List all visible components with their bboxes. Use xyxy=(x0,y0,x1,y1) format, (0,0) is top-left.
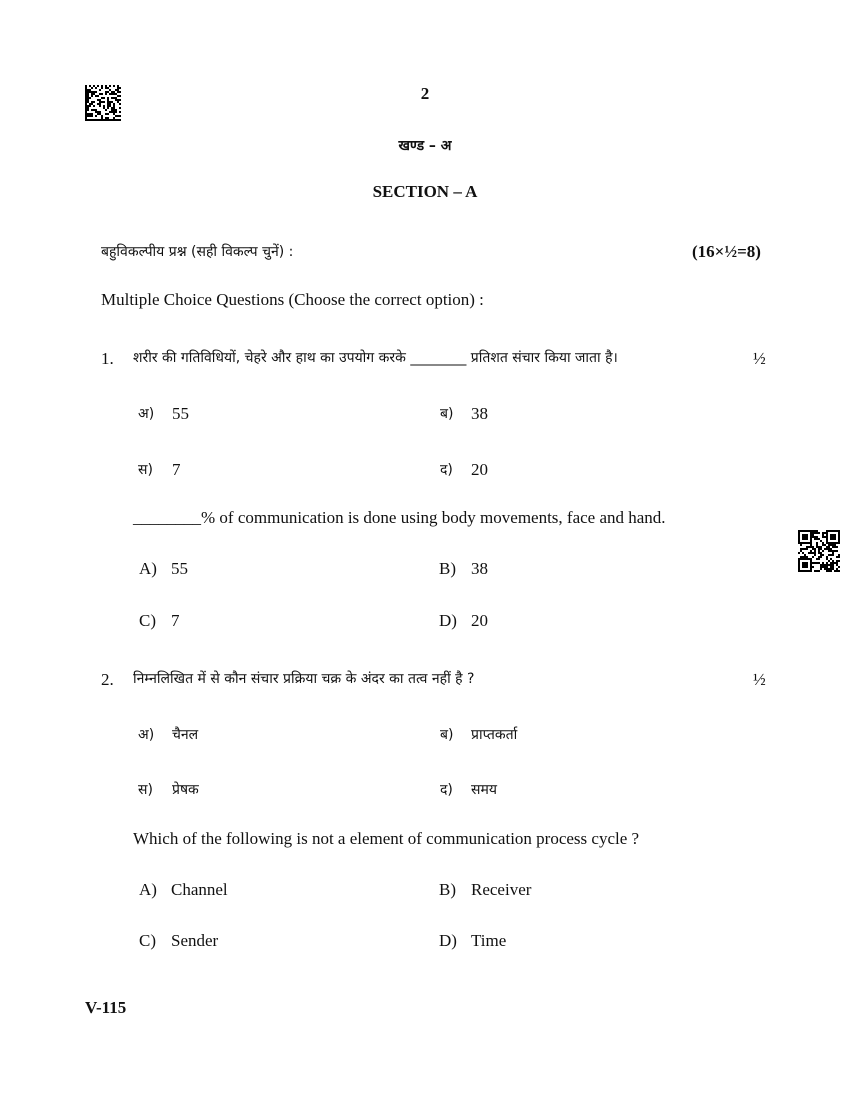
option-text: 7 xyxy=(172,460,181,479)
instructions-hindi: बहुविकल्पीय प्रश्न (सही विकल्प चुनें) : xyxy=(101,244,294,260)
option-label: B) xyxy=(439,880,456,899)
option-label: ब) xyxy=(440,727,454,743)
option-label: स) xyxy=(138,462,153,478)
option-text: Time xyxy=(471,931,507,950)
option-label: अ) xyxy=(138,406,155,422)
question-text-english: Which of the following is not a element of communication process cycle ? xyxy=(133,829,640,848)
question-marks: ½ xyxy=(753,349,766,368)
option-text: 7 xyxy=(171,611,180,630)
option-text: 20 xyxy=(471,460,488,479)
option-label: ब) xyxy=(440,406,454,422)
option-text: चैनल xyxy=(172,727,199,743)
option-label: द) xyxy=(440,782,453,798)
question-number: 2. xyxy=(101,670,114,689)
option-label: द) xyxy=(440,462,453,478)
option-label: स) xyxy=(138,782,153,798)
option-label: C) xyxy=(139,931,156,950)
option-label: A) xyxy=(139,880,157,899)
option-label: B) xyxy=(439,559,456,578)
option-label: अ) xyxy=(138,727,155,743)
section-title-english: SECTION – A xyxy=(372,182,478,201)
option-text: 55 xyxy=(171,559,188,578)
option-text: 20 xyxy=(471,611,488,630)
option-label: A) xyxy=(139,559,157,578)
option-text: प्रेषक xyxy=(172,782,199,798)
option-label: D) xyxy=(439,931,457,950)
option-text: 55 xyxy=(172,404,189,423)
question-number: 1. xyxy=(101,349,114,368)
question-marks: ½ xyxy=(753,670,766,689)
option-text: Receiver xyxy=(471,880,532,899)
option-text: 38 xyxy=(471,559,488,578)
question-text-english: ________% of communication is done using body movements, face and hand. xyxy=(133,508,666,527)
option-label: C) xyxy=(139,611,156,630)
option-text: प्राप्तकर्ता xyxy=(471,727,518,743)
question-text-hindi: निम्नलिखित में से कौन संचार प्रक्रिया चक्र के अंदर का तत्व नहीं है ? xyxy=(133,671,475,687)
option-text: 38 xyxy=(471,404,488,423)
option-text: Sender xyxy=(171,931,219,950)
option-text: Channel xyxy=(171,880,228,899)
option-text: समय xyxy=(471,782,497,798)
instructions-english: Multiple Choice Questions (Choose the correct option) : xyxy=(101,290,484,309)
question-text-hindi: शरीर की गतिविधियों, चेहरे और हाथ का उपयोग करके ________ प्रतिशत संचार किया जाता है। xyxy=(133,350,618,366)
option-label: D) xyxy=(439,611,457,630)
total-marks: (16×½=8) xyxy=(692,242,761,261)
page-number: 2 xyxy=(420,84,430,103)
section-title-hindi: खण्ड – अ xyxy=(398,138,452,154)
qr-code xyxy=(798,530,840,572)
paper-code: V-115 xyxy=(85,998,127,1017)
